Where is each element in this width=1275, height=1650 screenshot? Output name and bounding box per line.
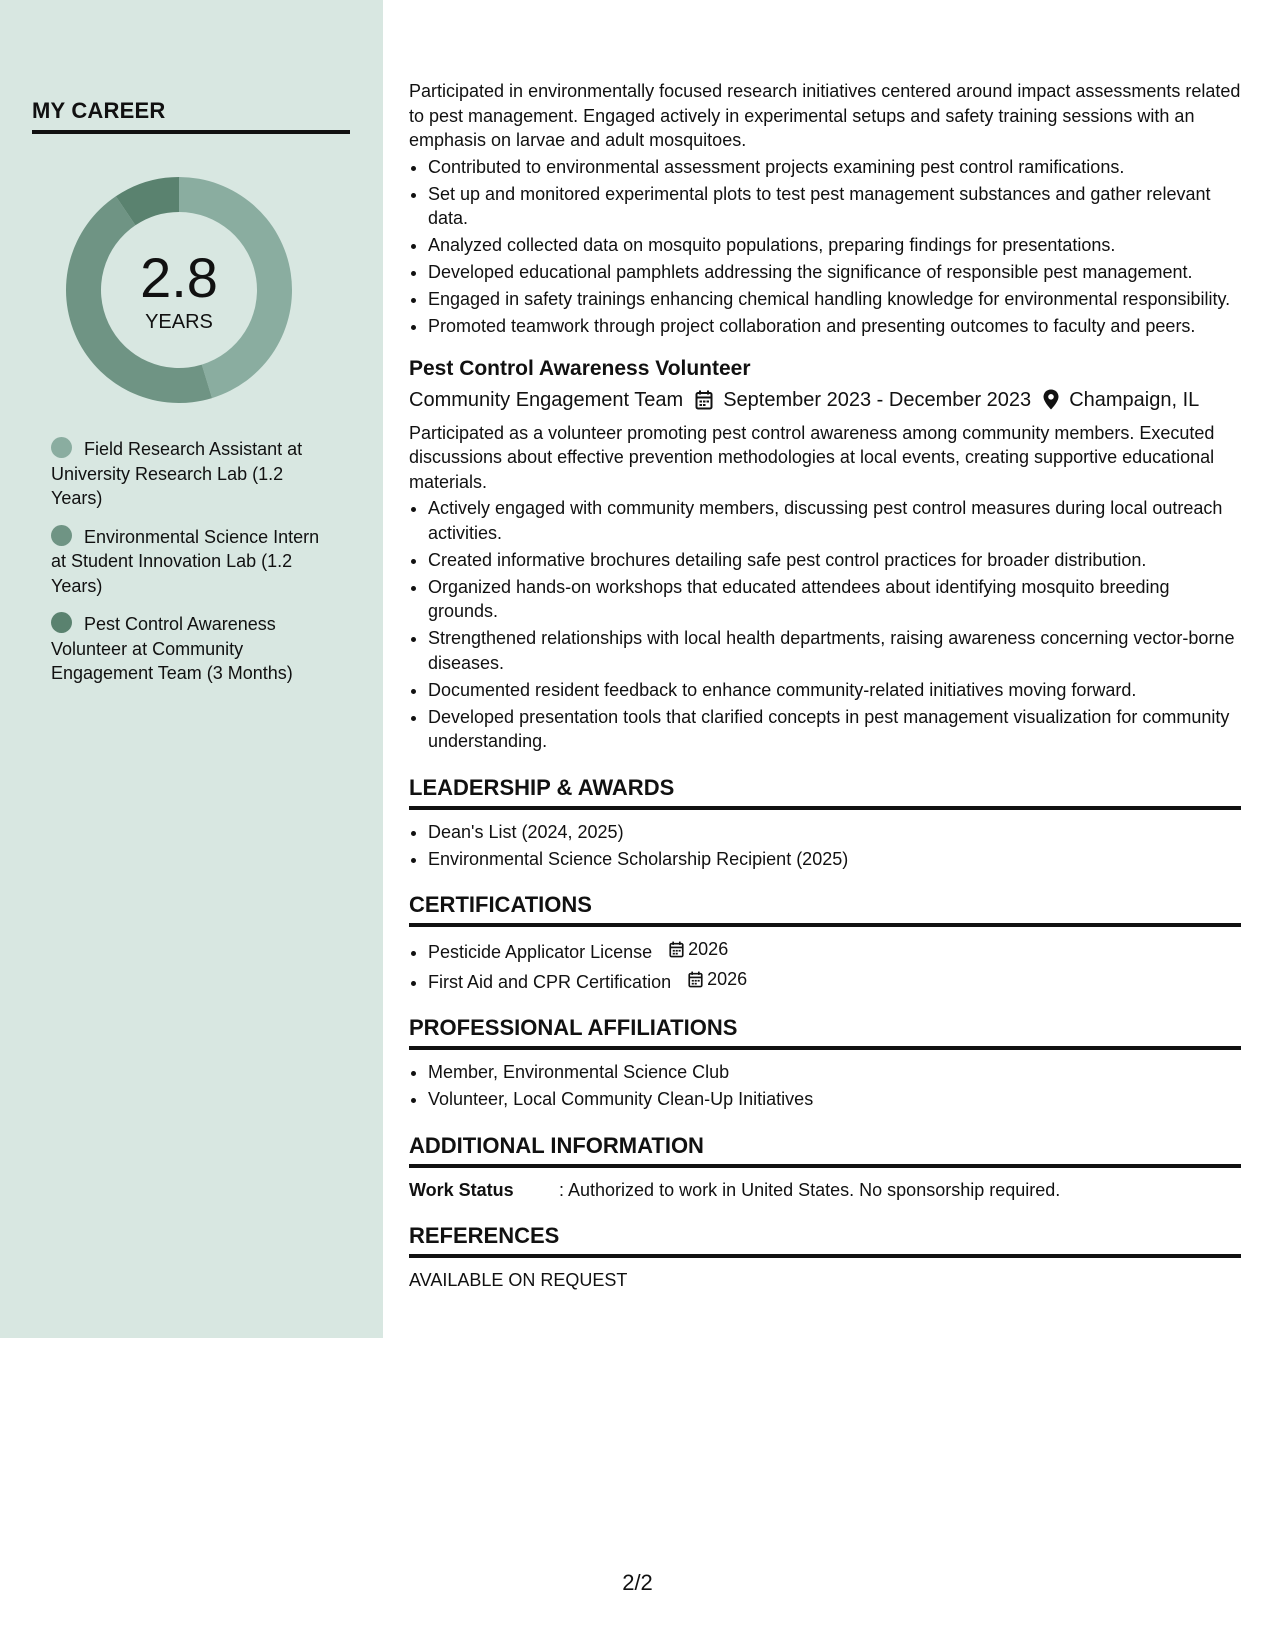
calendar-icon xyxy=(695,390,713,410)
job-org: Community Engagement Team xyxy=(409,388,684,411)
affiliations-heading: PROFESSIONAL AFFILIATIONS xyxy=(409,1014,1241,1050)
job-dates: September 2023 - December 2023 xyxy=(723,388,1032,411)
calendar-icon xyxy=(688,971,703,988)
cert-name: Pesticide Applicator License xyxy=(428,941,653,962)
list-item: • Volunteer, Local Community Clean-Up Initiatives xyxy=(428,1087,1241,1112)
list-item: • Strengthened relationships with local health departments, raising awareness concerning vector-borne diseases. xyxy=(428,626,1241,675)
legend-item xyxy=(51,525,326,599)
work-status-label: Work Status xyxy=(409,1179,514,1200)
intro-paragraph: Participated in environmentally focused research initiatives centered around impact assessments related to pest management. Engaged actively in experimental setups and safety training sessions with an emphasis on larvae and adult mosquitoes. xyxy=(409,81,1241,150)
references-heading: REFERENCES xyxy=(409,1222,1241,1258)
work-status-value: : Authorized to work in United States. No sponsorship required. xyxy=(559,1179,1061,1200)
map-pin-icon xyxy=(1043,389,1059,410)
legend-item xyxy=(51,437,326,511)
list-item: • Developed presentation tools that clarified concepts in pest management visualization for community understanding. xyxy=(428,705,1241,754)
legend-label: Pest Control Awareness Volunteer at Community Engagement Team (3 Months) xyxy=(51,614,293,683)
list-item: • Promoted teamwork through project collaboration and presenting outcomes to faculty and peers. xyxy=(428,314,1241,339)
cert-name: First Aid and CPR Certification xyxy=(428,971,672,992)
career-heading: MY CAREER xyxy=(32,98,350,134)
career-total-unit: YEARS xyxy=(145,311,213,333)
leadership-heading: LEADERSHIP & AWARDS xyxy=(409,774,1241,810)
list-item: • Engaged in safety trainings enhancing chemical handling knowledge for environmental responsibility. xyxy=(428,287,1241,312)
main-content xyxy=(409,79,1241,1293)
list-item: • Contributed to environmental assessment projects examining pest control ramifications. xyxy=(428,155,1241,180)
list-item: • Environmental Science Scholarship Recipient (2025) xyxy=(428,847,1241,872)
cert-date xyxy=(669,937,728,962)
list-item: • Analyzed collected data on mosquito populations, preparing findings for presentations. xyxy=(428,233,1241,258)
list-item xyxy=(428,967,1241,994)
job-summary: Participated as a volunteer promoting pest control awareness among community members. Executed discussions about effective prevention methodologies at local events, creating supportive educational materials. xyxy=(409,422,1215,492)
cert-year: 2026 xyxy=(707,968,748,989)
list-item: • Member, Environmental Science Club xyxy=(428,1060,1241,1085)
legend-item xyxy=(51,612,326,686)
cert-date xyxy=(688,967,747,992)
certifications-heading: CERTIFICATIONS xyxy=(409,891,1241,927)
list-item: • Documented resident feedback to enhance community-related initiatives moving forward. xyxy=(428,678,1241,703)
job-meta xyxy=(409,385,1241,415)
legend-dot xyxy=(51,437,72,458)
job-location: Champaign, IL xyxy=(1069,388,1200,411)
list-item: • Set up and monitored experimental plots to test pest management substances and gather relevant data. xyxy=(428,182,1241,231)
legend-label: Field Research Assistant at University Research Lab (1.2 Years) xyxy=(51,439,303,508)
additional-info-heading: ADDITIONAL INFORMATION xyxy=(409,1132,1241,1168)
list-item xyxy=(428,937,1241,964)
references-text: AVAILABLE ON REQUEST xyxy=(409,1270,628,1290)
legend-label: Environmental Science Intern at Student Innovation Lab (1.2 Years) xyxy=(51,526,320,596)
certifications-list xyxy=(409,937,1241,994)
affiliations-list xyxy=(409,1060,1241,1112)
leadership-list xyxy=(409,820,1241,872)
job-title: Pest Control Awareness Volunteer xyxy=(409,356,751,380)
legend-dot xyxy=(51,612,72,633)
cert-year: 2026 xyxy=(688,939,729,959)
work-status-row xyxy=(409,1178,1241,1203)
list-item: • Actively engaged with community members, discussing pest control measures during local outreach activities. xyxy=(428,496,1241,545)
career-total-value: 2.8 xyxy=(140,246,218,309)
job-bullet-list xyxy=(409,496,1241,754)
calendar-icon xyxy=(669,941,684,958)
list-item: • Dean's List (2024, 2025) xyxy=(428,820,1241,845)
legend-dot xyxy=(51,525,72,546)
career-legend xyxy=(51,437,326,700)
page-number: 2/2 xyxy=(622,1570,653,1595)
sidebar xyxy=(0,0,383,1338)
intro-bullet-list xyxy=(409,155,1241,339)
list-item: • Organized hands-on workshops that educated attendees about identifying mosquito breeding grounds. xyxy=(428,575,1241,624)
list-item: • Developed educational pamphlets addressing the significance of responsible pest management. xyxy=(428,260,1241,285)
list-item: • Created informative brochures detailing safe pest control practices for broader distribution. xyxy=(428,548,1241,573)
